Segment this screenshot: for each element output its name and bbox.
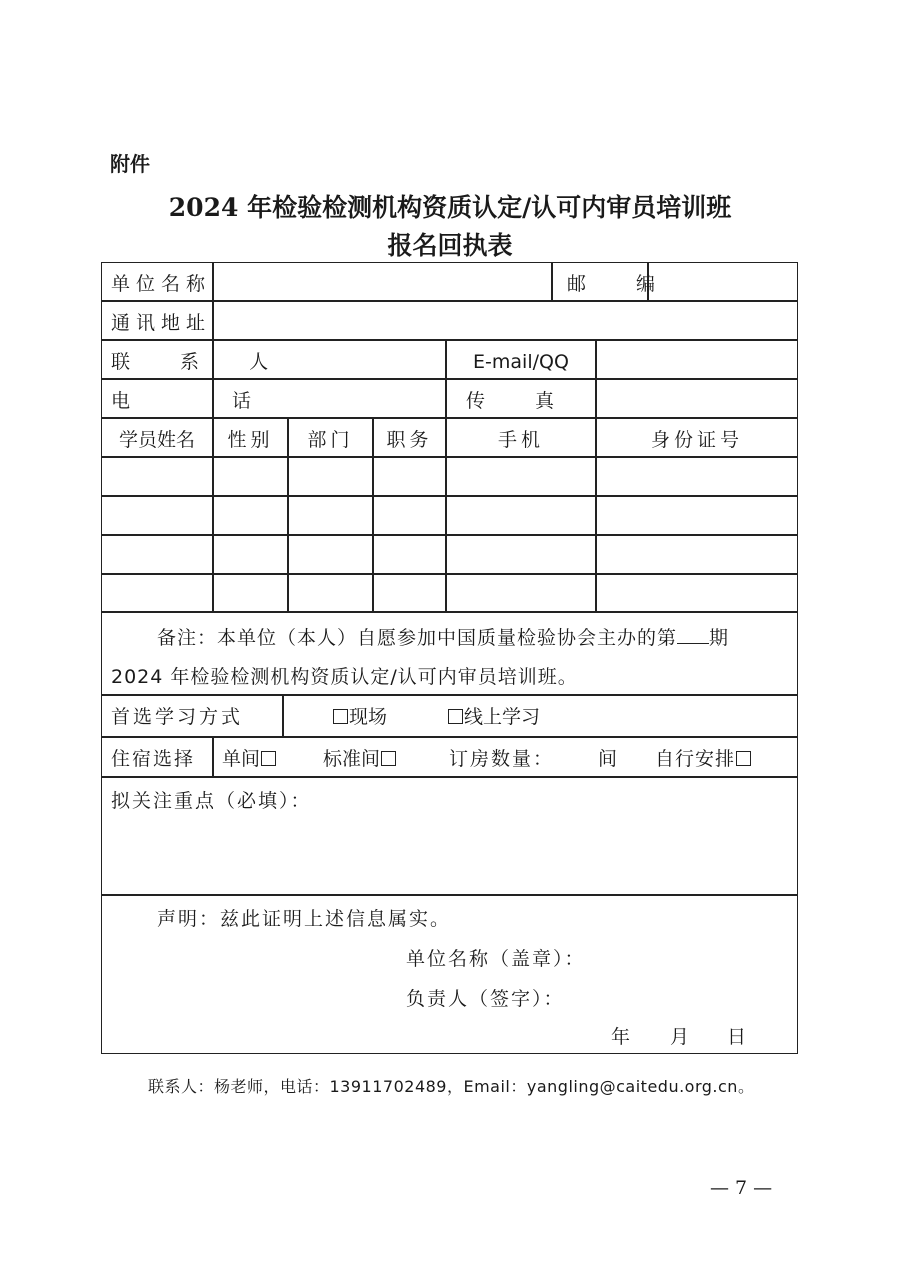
unit-name-label: 单位名称 [111,273,212,295]
row-divider [101,378,798,380]
row-divider [101,611,798,613]
focus-label: 拟关注重点（必填）： [111,790,312,812]
row-divider [101,776,798,778]
study-option-online-label: 线上学习 [464,706,541,728]
col-header-id-number: 身份证号 [650,429,743,451]
study-mode-label: 首选学习方式 [111,706,244,728]
col-header-student-name: 学员姓名 [118,429,195,451]
room-count-label: 订房数量： [449,748,555,770]
col-divider [212,300,214,340]
checkbox-single[interactable] [261,751,276,766]
study-option-online[interactable] [447,705,540,729]
lodging-single[interactable] [222,747,277,771]
col-divider [282,694,284,737]
seal-label: 单位名称（盖章）： [406,948,586,970]
attachment-label: 附件 [110,152,150,176]
note-suffix: 期 [709,627,730,649]
row-divider [101,300,798,302]
date-day-label: 日 [727,1026,747,1048]
note-prefix: 备注：本单位（本人）自愿参加中国质量检验协会主办的第 [157,627,678,649]
lodging-standard-label: 标准间 [323,748,381,770]
term-blank [677,625,709,644]
lodging-self[interactable] [655,747,752,771]
fax-label: 传 真 [465,390,577,412]
email-qq-label: E-mail/QQ [473,351,569,373]
lodging-label: 住宿选择 [111,748,196,770]
row-divider [101,339,798,341]
lodging-standard[interactable] [323,747,397,771]
study-option-onsite[interactable] [332,705,387,729]
address-label: 通讯地址 [111,312,212,334]
lodging-single-label: 单间 [222,748,261,770]
document-title: 2024 年检验检测机构资质认定/认可内审员培训班 [168,193,732,222]
col-header-gender: 性别 [227,429,274,451]
col-divider [445,339,447,612]
row-divider [101,456,798,458]
note-line-1 [157,625,729,650]
col-header-position: 职务 [386,429,433,451]
checkbox-online[interactable] [448,709,463,724]
row-divider [101,534,798,536]
col-divider [212,339,214,612]
study-option-onsite-label: 现场 [349,706,388,728]
checkbox-standard[interactable] [381,751,396,766]
row-divider [101,573,798,575]
postcode-label: 邮 编 [567,273,678,295]
declaration-text: 声明：兹此证明上述信息属实。 [157,908,452,930]
col-divider [212,262,214,301]
col-divider [551,262,553,301]
note-line-2: 2024 年检验检测机构资质认定/认可内审员培训班。 [111,666,578,688]
page-number: — 7 — [710,1177,773,1199]
document-subtitle: 报名回执表 [387,231,513,260]
row-divider [101,736,798,738]
checkbox-onsite[interactable] [333,709,348,724]
footer-contact-info: 联系人：杨老师，电话：13911702489，Email：yangling@caitedu.org.cn。 [148,1077,755,1096]
date-month-label: 月 [670,1026,690,1048]
row-divider [101,894,798,896]
lodging-self-label: 自行安排 [655,748,736,770]
form-border [101,262,798,1054]
registration-form [101,262,798,1054]
row-divider [101,495,798,497]
row-divider [101,417,798,419]
contact-person-label: 联 系 人 [111,351,291,373]
col-divider [595,339,597,612]
date-year-label: 年 [611,1026,631,1048]
col-divider [212,736,214,777]
phone-label: 电 话 [111,390,300,412]
col-header-department: 部门 [307,429,354,451]
row-divider [101,694,798,696]
checkbox-self-arrange[interactable] [736,751,751,766]
room-unit-label: 间 [598,748,618,770]
signature-label: 负责人（签字）： [406,988,565,1010]
col-header-mobile: 手机 [497,429,544,451]
